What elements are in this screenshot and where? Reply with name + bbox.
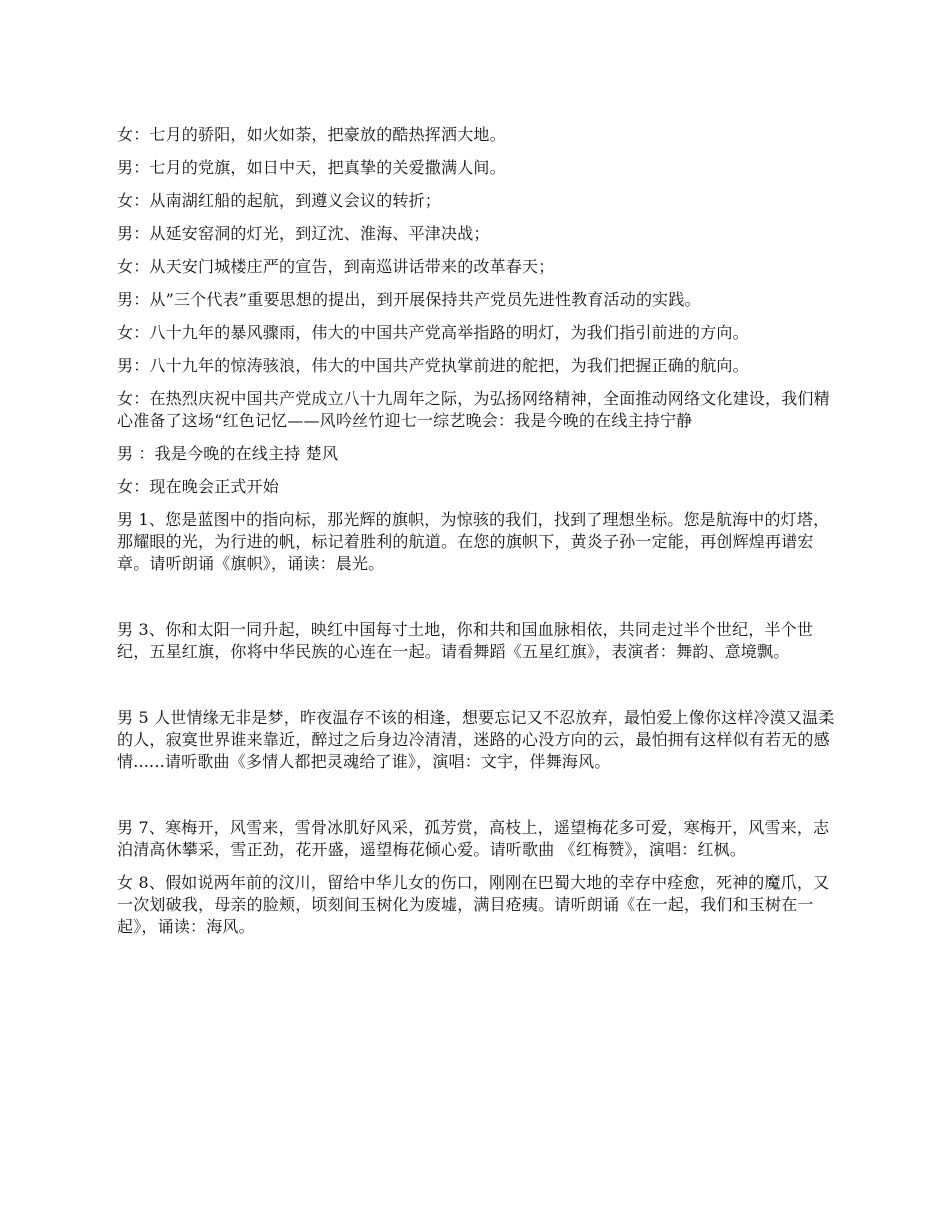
program-intro-5: 男 5 人世情缘无非是梦，昨夜温存不该的相逢，想要忘记又不忍放弃，最怕爱上像你这样冷漠又温柔的人，寂寞世界谁来靠近，醉过之后身边冷清清，迷路的心没方向的云，最怕拥有这样似有若无的感情......请听歌曲《多情人都把灵魂给了谁》，演唱：文宇，伴舞海风。	[117, 708, 835, 771]
script-paragraph: 女：在热烈庆祝中国共产党成立八十九周年之际，为弘扬网络精神，全面推动网络文化建设，我们精心准备了这场“红色记忆——风吟丝竹迎七一综艺晚会：我是今晚的在线主持宁静	[117, 389, 830, 430]
program-intro-7: 男 7、寒梅开，风雪来，雪骨冰肌好风采，孤芳赏，高枝上，遥望梅花多可爱，寒梅开，风雪来，志泊清高休攀采，雪正劲，花开盛，遥望梅花倾心爱。请听歌曲 《红梅赞》，演唱：红枫。	[117, 818, 830, 859]
script-line: 女：现在晚会正式开始	[117, 477, 280, 496]
script-line: 男：从”三个代表”重要思想的提出，到开展保持共产党员先进性教育活动的实践。	[117, 290, 701, 309]
script-line: 女：从南湖红船的起航，到遵义会议的转折；	[117, 191, 442, 210]
script-line: 女：七月的骄阳，如火如荼，把豪放的酷热挥洒大地。	[117, 125, 506, 144]
program-intro-1: 男 1、您是蓝图中的指向标，那光辉的旗帜，为惊骇的我们，找到了理想坐标。您是航海中的灯塔，那耀眼的光，为行进的帆，标记着胜利的航道。在您的旗帜下，黄炎子孙一定能，再创辉煌再谱宏章。请听朗诵《旗帜》，诵读：晨光。	[117, 510, 830, 573]
script-line: 男：从延安窑洞的灯光，到辽沈、淮海、平津决战；	[117, 224, 490, 243]
script-line: 女：从天安门城楼庄严的宣告，到南巡讲话带来的改革春天；	[117, 257, 555, 276]
script-line: 女：八十九年的暴风骤雨，伟大的中国共产党高举指路的明灯，为我们指引前进的方向。	[117, 323, 749, 342]
program-intro-8: 女 8、假如说两年前的汶川，留给中华儿女的伤口，刚刚在巴蜀大地的幸存中痊愈，死神的魔爪，又一次划破我，母亲的脸颊，顷刻间玉树化为废墟，满目疮痍。请听朗诵《在一起，我们和玉树在一起》，诵读：海风。	[117, 873, 830, 936]
program-intro-3: 男 3、你和太阳一同升起，映红中国每寸土地，你和共和国血脉相依，共同走过半个世纪，半个世纪，五星红旗，你将中华民族的心连在一起。请看舞蹈《五星红旗》，表演者：舞韵、意境飘。	[117, 620, 814, 661]
script-line: 男：八十九年的惊涛骇浪，伟大的中国共产党执掌前进的舵把，为我们把握正确的航向。	[117, 356, 749, 375]
script-line: 男：七月的党旗，如日中天，把真挚的关爱撒满人间。	[117, 158, 506, 177]
script-line: 男 ：我是今晚的在线主持 楚风	[117, 444, 339, 463]
document-body	[117, 124, 845, 949]
